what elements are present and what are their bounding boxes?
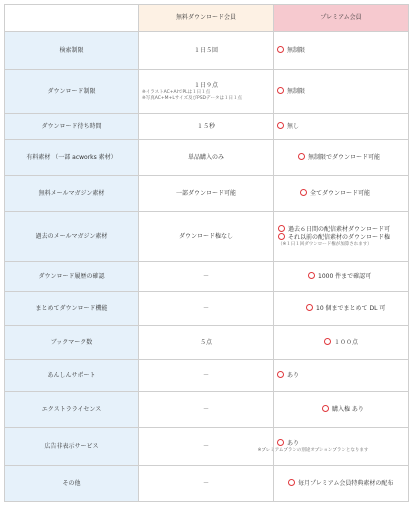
premium-value: 毎月プレミアム会員特典素材の配布 <box>274 466 409 502</box>
row-label: エクストラライセンス <box>5 392 139 428</box>
free-value: － <box>139 292 274 326</box>
free-value: １５秒 <box>139 114 274 140</box>
free-value: － <box>139 360 274 392</box>
circle-icon <box>277 371 284 378</box>
circle-icon <box>277 122 284 129</box>
premium-value: あり ※プレミアムプランの別途オプションプランとなります <box>274 428 409 466</box>
premium-value: １００点 <box>274 326 409 360</box>
row-label: 広告非表示サービス <box>5 428 139 466</box>
circle-icon <box>277 46 284 53</box>
premium-value: 無制限 <box>274 32 409 70</box>
header-row <box>5 5 409 32</box>
free-value: ５点 <box>139 326 274 360</box>
free-value: ダウンロード権なし <box>139 212 274 262</box>
table-row <box>5 32 409 70</box>
circle-icon <box>308 272 315 279</box>
table-row <box>5 212 409 262</box>
free-value: １日５回 <box>139 32 274 70</box>
row-label: ダウンロード制限 <box>5 70 139 114</box>
premium-value: 過去６日間の配信素材ダウンロード可 それ以前の配信素材のダウンロード権 （※１日１回ダウンロード権が加算されます） <box>274 212 409 262</box>
table-row <box>5 70 409 114</box>
circle-icon <box>324 338 331 345</box>
footnote: ※イラストAC+AIでPLは１日１点 <box>142 89 211 95</box>
footnote: （※１日１回ダウンロード権が加算されます） <box>278 241 372 247</box>
table-row <box>5 392 409 428</box>
table-row <box>5 466 409 502</box>
free-value: １日９点 ※イラストAC+AIでPLは１日１点 ※写真AC+M+Lサイズ及びPSDデータは１日１点 <box>139 70 274 114</box>
free-value: 一部ダウンロード可能 <box>139 176 274 212</box>
premium-value: 1000 件まで確認可 <box>274 262 409 292</box>
premium-value: 10 個までまとめて DL 可 <box>274 292 409 326</box>
circle-icon <box>288 479 295 486</box>
row-label: 有料素材 （一部 acworks 素材） <box>5 140 139 176</box>
premium-value: 無し <box>274 114 409 140</box>
free-value: － <box>139 466 274 502</box>
header-premium: プレミアム会員 <box>274 5 409 32</box>
table-row <box>5 176 409 212</box>
free-value: － <box>139 392 274 428</box>
premium-value: 無制限でダウンロード可能 <box>274 140 409 176</box>
comparison-table <box>4 4 409 502</box>
circle-icon <box>300 189 307 196</box>
header-blank <box>5 5 139 32</box>
circle-icon <box>277 439 284 446</box>
row-label: 検索制限 <box>5 32 139 70</box>
table-row <box>5 360 409 392</box>
table-row <box>5 326 409 360</box>
row-label: ダウンロード待ち時間 <box>5 114 139 140</box>
table-row <box>5 428 409 466</box>
row-label: 過去のメールマガジン素材 <box>5 212 139 262</box>
circle-icon <box>298 153 305 160</box>
table-row <box>5 292 409 326</box>
row-label: ダウンロード履歴の確認 <box>5 262 139 292</box>
premium-value: あり <box>274 360 409 392</box>
header-free: 無料ダウンロード会員 <box>139 5 274 32</box>
circle-icon <box>306 304 313 311</box>
footnote: ※プレミアムプランの別途オプションプランとなります <box>257 447 369 453</box>
circle-icon <box>277 87 284 94</box>
row-label: その他 <box>5 466 139 502</box>
premium-value: 無制限 <box>274 70 409 114</box>
circle-icon <box>278 225 285 232</box>
circle-icon <box>278 233 285 240</box>
row-label: ブックマーク数 <box>5 326 139 360</box>
premium-value: 購入権 あり <box>274 392 409 428</box>
footnote: ※写真AC+M+Lサイズ及びPSDデータは１日１点 <box>142 95 243 101</box>
table-row <box>5 140 409 176</box>
row-label: あんしんサポート <box>5 360 139 392</box>
circle-icon <box>322 405 329 412</box>
free-value: － <box>139 428 274 466</box>
row-label: まとめてダウンロード機能 <box>5 292 139 326</box>
row-label: 無料メールマガジン素材 <box>5 176 139 212</box>
table-row <box>5 262 409 292</box>
premium-value: 全てダウンロード可能 <box>274 176 409 212</box>
free-value: － <box>139 262 274 292</box>
free-value: 単品購入のみ <box>139 140 274 176</box>
table-row <box>5 114 409 140</box>
